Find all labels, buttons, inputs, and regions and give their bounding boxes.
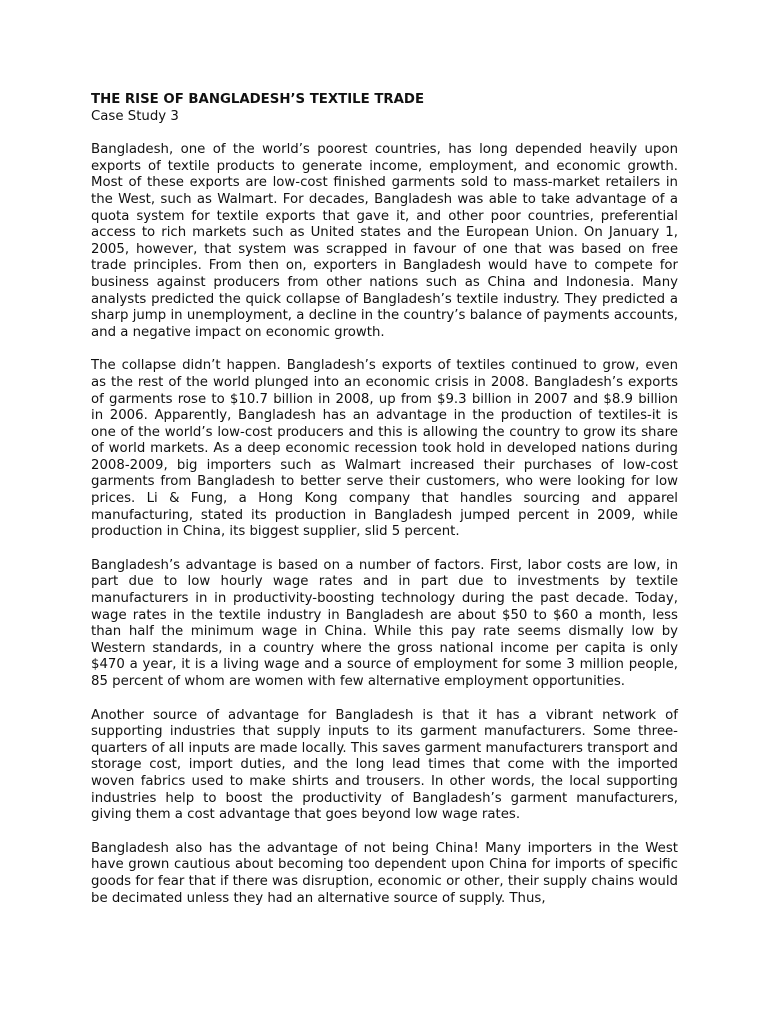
document-title: THE RISE OF BANGLADESH’S TEXTILE TRADE [91,92,425,107]
paragraph-1: Bangladesh, one of the world’s poorest countries, has long depended heavily upon exports of textile products to generate income, employment, and economic growth. Most of these exports are low-cost finished garments sold to mass-market retailers in the West, such as Walmart. For decades, Bangladesh was able to take advantage of a quota system for textile exports that gave it, and other poor countries, preferential access to rich markets such as United states and the European Union. On January 1, 2005, however, that system was scrapped in favour of one that was based on free trade principles. From then on, exporters in Bangladesh would have to compete for business against producers from other nations such as China and Indonesia. Many analysts predicted the quick collapse of Bangladesh’s textile industry. They predicted a sharp jump in unemployment, a decline in the country’s balance of payments accounts, and a negative impact on economic growth. [91,142,678,340]
paragraph-3: Bangladesh’s advantage is based on a number of factors. First, labor costs are low, in part due to low hourly wage rates and in part due to investments by textile manufacturers in in productivity-boosting technology during the past decade. Today, wage rates in the textile industry in Bangladesh are about $50 to $60 a month, less than half the minimum wage in China. While this pay rate seems dismally low by Western standards, in a country where the gross national income per capita is only $470 a year, it is a living wage and a source of employment for some 3 million people, 85 percent of whom are women with few alternative employment opportunities. [91,557,678,689]
document-subtitle: Case Study 3 [91,108,179,124]
paragraph-2: The collapse didn’t happen. Bangladesh’s exports of textiles continued to grow, even as the rest of the world plunged into an economic crisis in 2008. Bangladesh’s exports of garments rose to $10.7 billion in 2008, up from $9.3 billion in 2007 and $8.9 billion in 2006. Apparently, Bangladesh has an advantage in the production of textiles-it is one of the world’s low-cost producers and this is allowing the country to grow its share of world markets. As a deep economic recession took hold in developed nations during 2008-2009, big importers such as Walmart increased their purchases of low-cost garments from Bangladesh to better serve their customers, who were looking for low prices. Li & Fung, a Hong Kong company that handles sourcing and apparel manufacturing, stated its production in Bangladesh jumped percent in 2009, while production in China, its biggest supplier, slid 5 percent. [91,358,678,540]
paragraph-4: Another source of advantage for Bangladesh is that it has a vibrant network of supporting industries that supply inputs to its garment manufacturers. Some three-quarters of all inputs are made locally. This saves garment manufacturers transport and storage cost, import duties, and the long lead times that come with the imported woven fabrics used to make shirts and trousers. In other words, the local supporting industries help to boost the productivity of Bangladesh’s garment manufacturers, giving them a cost advantage that goes beyond low wage rates. [91,707,678,823]
document-content [91,92,678,924]
paragraph-5: Bangladesh also has the advantage of not being China! Many importers in the West have grown cautious about becoming too dependent upon China for imports of specific goods for fear that if there was disruption, economic or other, their supply chains would be decimated unless they had an alternative source of supply. Thus, [91,840,678,906]
